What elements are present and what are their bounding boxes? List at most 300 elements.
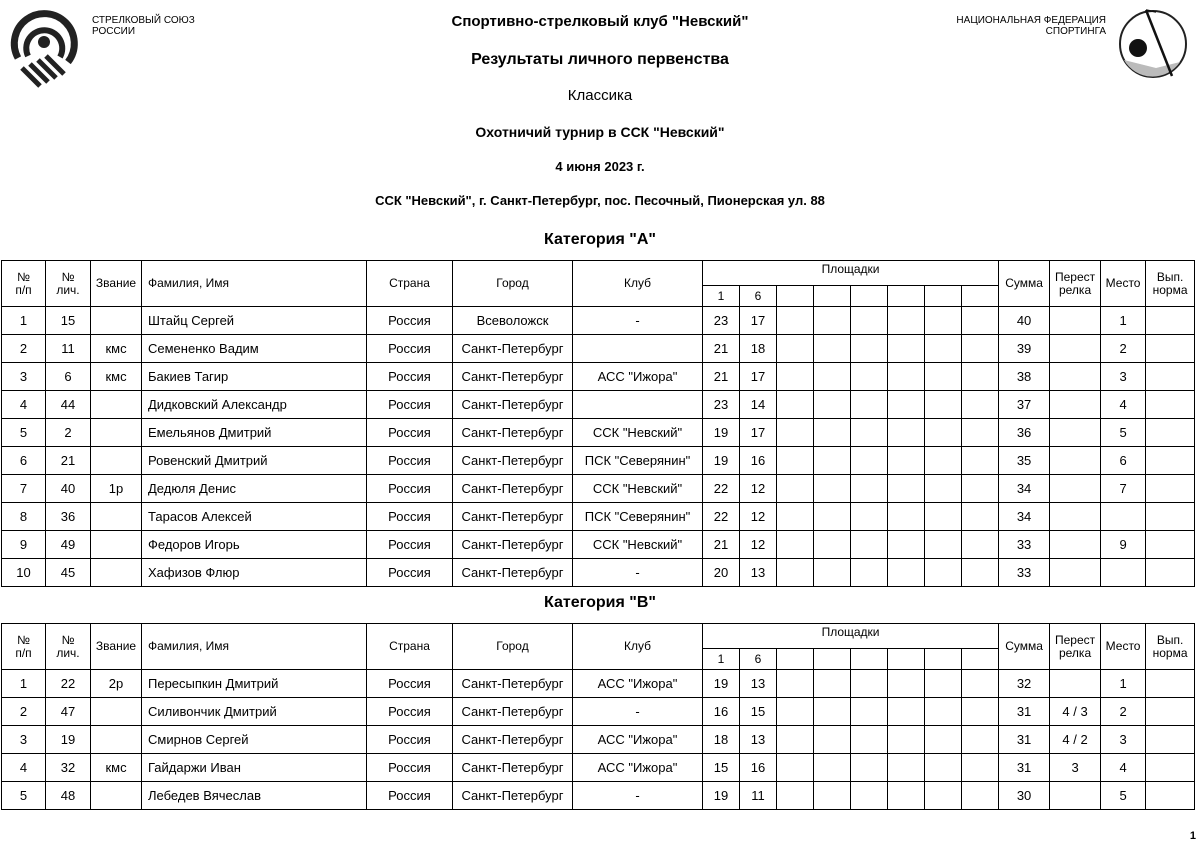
table-row — [2, 335, 1195, 363]
results-body-category-a — [2, 307, 1195, 587]
cell-area-1: 19 — [703, 782, 740, 810]
cell-shootoff: 4 / 2 — [1050, 726, 1101, 754]
cell-area-6: 15 — [740, 698, 777, 726]
cell-bib: 15 — [46, 307, 91, 335]
cell-norm — [1146, 531, 1195, 559]
cell-area-empty — [962, 307, 999, 335]
cell-rank — [91, 447, 142, 475]
cell-area-6: 17 — [740, 363, 777, 391]
cell-city: Санкт-Петербург — [453, 335, 573, 363]
cell-area-empty — [777, 419, 814, 447]
cell-area-empty — [814, 754, 851, 782]
category-a-title: Категория "А" — [544, 231, 656, 248]
cell-country: Россия — [367, 503, 453, 531]
cell-country: Россия — [367, 670, 453, 698]
cell-place: 7 — [1101, 475, 1146, 503]
col-header-area-empty — [925, 649, 962, 670]
col-header-norm: Вып. норма — [1146, 624, 1195, 670]
col-header-area-empty — [777, 286, 814, 307]
cell-area-1: 22 — [703, 475, 740, 503]
cell-area-6: 11 — [740, 782, 777, 810]
event-name: Охотничий турнир в ССК "Невский" — [475, 124, 725, 140]
cell-num: 2 — [2, 335, 46, 363]
cell-bib: 32 — [46, 754, 91, 782]
col-header-sum: Сумма — [999, 624, 1050, 670]
cell-area-empty — [962, 447, 999, 475]
cell-area-6: 12 — [740, 475, 777, 503]
cell-area-empty — [925, 698, 962, 726]
table-row — [2, 670, 1195, 698]
col-header-area-1: 1 — [703, 649, 740, 670]
cell-rank: кмс — [91, 335, 142, 363]
cell-sum: 33 — [999, 531, 1050, 559]
cell-area-empty — [814, 363, 851, 391]
cell-sum: 31 — [999, 698, 1050, 726]
cell-area-empty — [962, 559, 999, 587]
cell-norm — [1146, 782, 1195, 810]
col-header-name: Фамилия, Имя — [142, 624, 367, 670]
cell-sum: 40 — [999, 307, 1050, 335]
cell-city: Санкт-Петербург — [453, 754, 573, 782]
cell-sum: 31 — [999, 726, 1050, 754]
discipline: Классика — [567, 87, 633, 104]
cell-bib: 36 — [46, 503, 91, 531]
cell-area-empty — [888, 475, 925, 503]
cell-area-1: 15 — [703, 754, 740, 782]
cell-name: Силивончик Дмитрий — [142, 698, 367, 726]
col-header-area-empty — [962, 649, 999, 670]
cell-shootoff — [1050, 503, 1101, 531]
cell-area-empty — [888, 531, 925, 559]
cell-club: ССК "Невский" — [573, 419, 703, 447]
cell-num: 1 — [2, 670, 46, 698]
cell-bib: 22 — [46, 670, 91, 698]
cell-shootoff — [1050, 307, 1101, 335]
cell-city: Санкт-Петербург — [453, 726, 573, 754]
cell-name: Штайц Сергей — [142, 307, 367, 335]
cell-area-empty — [962, 391, 999, 419]
cell-area-empty — [777, 531, 814, 559]
col-header-club: Клуб — [573, 261, 703, 307]
cell-area-empty — [925, 726, 962, 754]
cell-area-empty — [888, 726, 925, 754]
cell-num: 10 — [2, 559, 46, 587]
page-number: 1 — [1189, 830, 1196, 842]
cell-num: 4 — [2, 391, 46, 419]
cell-area-empty — [777, 698, 814, 726]
cell-area-empty — [925, 307, 962, 335]
cell-area-empty — [814, 335, 851, 363]
cell-rank — [91, 782, 142, 810]
cell-club — [573, 335, 703, 363]
table-row — [2, 726, 1195, 754]
cell-city: Санкт-Петербург — [453, 698, 573, 726]
cell-area-empty — [962, 503, 999, 531]
cell-area-6: 17 — [740, 307, 777, 335]
col-header-num: № п/п — [2, 261, 46, 307]
cell-rank: 1р — [91, 475, 142, 503]
results-table-category-a — [1, 260, 1195, 587]
cell-num: 1 — [2, 307, 46, 335]
cell-club: - — [573, 307, 703, 335]
col-header-area-empty — [851, 286, 888, 307]
cell-city: Санкт-Петербург — [453, 419, 573, 447]
cell-area-empty — [777, 670, 814, 698]
cell-area-6: 12 — [740, 503, 777, 531]
cell-area-1: 18 — [703, 726, 740, 754]
table-row — [2, 782, 1195, 810]
cell-sum: 39 — [999, 335, 1050, 363]
cell-rank: кмс — [91, 754, 142, 782]
event-venue: ССК "Невский", г. Санкт-Петербург, пос. Песочный, Пионерская ул. 88 — [375, 193, 825, 208]
cell-area-6: 12 — [740, 531, 777, 559]
cell-bib: 11 — [46, 335, 91, 363]
cell-area-empty — [851, 726, 888, 754]
table-row — [2, 475, 1195, 503]
cell-rank: 2р — [91, 670, 142, 698]
cell-num: 3 — [2, 726, 46, 754]
cell-area-empty — [851, 754, 888, 782]
col-header-place: Место — [1101, 624, 1146, 670]
cell-rank — [91, 391, 142, 419]
cell-num: 4 — [2, 754, 46, 782]
cell-shootoff — [1050, 419, 1101, 447]
org-left-line2: РОССИИ — [92, 26, 136, 37]
category-b-title: Категория "В" — [544, 594, 656, 611]
cell-rank — [91, 503, 142, 531]
cell-area-empty — [851, 670, 888, 698]
col-header-num: № п/п — [2, 624, 46, 670]
cell-bib: 21 — [46, 447, 91, 475]
cell-area-empty — [851, 391, 888, 419]
table-row — [2, 531, 1195, 559]
cell-norm — [1146, 419, 1195, 447]
cell-club: АСС "Ижора" — [573, 670, 703, 698]
cell-country: Россия — [367, 307, 453, 335]
col-header-rank: Звание — [91, 624, 142, 670]
table-row — [2, 307, 1195, 335]
cell-city: Санкт-Петербург — [453, 782, 573, 810]
col-header-area-empty — [851, 649, 888, 670]
cell-place: 9 — [1101, 531, 1146, 559]
col-header-city: Город — [453, 624, 573, 670]
cell-rank: кмс — [91, 363, 142, 391]
col-header-shootoff: Перест релка — [1050, 261, 1101, 307]
cell-area-empty — [888, 503, 925, 531]
cell-norm — [1146, 670, 1195, 698]
cell-area-empty — [851, 503, 888, 531]
cell-sum: 38 — [999, 363, 1050, 391]
table-row — [2, 559, 1195, 587]
col-header-city: Город — [453, 261, 573, 307]
cell-country: Россия — [367, 335, 453, 363]
cell-shootoff — [1050, 447, 1101, 475]
cell-area-1: 19 — [703, 419, 740, 447]
cell-rank — [91, 419, 142, 447]
cell-area-empty — [925, 782, 962, 810]
cell-area-empty — [851, 307, 888, 335]
results-body-category-b — [2, 670, 1195, 810]
table-row — [2, 698, 1195, 726]
cell-area-empty — [851, 782, 888, 810]
cell-place: 1 — [1101, 670, 1146, 698]
cell-name: Федоров Игорь — [142, 531, 367, 559]
table-row — [2, 447, 1195, 475]
cell-area-empty — [814, 391, 851, 419]
cell-norm — [1146, 307, 1195, 335]
cell-area-empty — [851, 531, 888, 559]
cell-num: 8 — [2, 503, 46, 531]
cell-num: 2 — [2, 698, 46, 726]
col-header-bib: № лич. — [46, 261, 91, 307]
cell-area-empty — [777, 726, 814, 754]
col-header-rank: Звание — [91, 261, 142, 307]
cell-rank — [91, 559, 142, 587]
cell-shootoff: 3 — [1050, 754, 1101, 782]
cell-area-empty — [925, 754, 962, 782]
cell-area-empty — [925, 475, 962, 503]
cell-club: ПСК "Северянин" — [573, 503, 703, 531]
cell-sum: 34 — [999, 475, 1050, 503]
cell-place: 4 — [1101, 754, 1146, 782]
cell-shootoff: 4 / 3 — [1050, 698, 1101, 726]
event-date: 4 июня 2023 г. — [555, 159, 645, 174]
cell-club: АСС "Ижора" — [573, 726, 703, 754]
cell-area-empty — [888, 307, 925, 335]
cell-rank — [91, 531, 142, 559]
cell-shootoff — [1050, 475, 1101, 503]
cell-norm — [1146, 475, 1195, 503]
cell-area-empty — [814, 782, 851, 810]
cell-num: 5 — [2, 419, 46, 447]
col-header-area-empty — [777, 649, 814, 670]
cell-area-6: 16 — [740, 447, 777, 475]
cell-num: 9 — [2, 531, 46, 559]
cell-area-empty — [962, 698, 999, 726]
cell-area-6: 14 — [740, 391, 777, 419]
cell-area-1: 23 — [703, 307, 740, 335]
cell-area-empty — [851, 559, 888, 587]
cell-country: Россия — [367, 559, 453, 587]
cell-name: Бакиев Тагир — [142, 363, 367, 391]
cell-area-empty — [888, 698, 925, 726]
cell-place: 4 — [1101, 391, 1146, 419]
cell-area-empty — [925, 531, 962, 559]
cell-name: Дедюля Денис — [142, 475, 367, 503]
cell-shootoff — [1050, 670, 1101, 698]
cell-shootoff — [1050, 335, 1101, 363]
cell-name: Гайдаржи Иван — [142, 754, 367, 782]
cell-area-1: 19 — [703, 447, 740, 475]
cell-place: 5 — [1101, 782, 1146, 810]
cell-club: ССК "Невский" — [573, 531, 703, 559]
cell-area-1: 21 — [703, 363, 740, 391]
org-right-line2: СПОРТИНГА — [1045, 26, 1106, 37]
cell-area-empty — [925, 363, 962, 391]
cell-rank — [91, 698, 142, 726]
cell-place — [1101, 559, 1146, 587]
org-left-line1: СТРЕЛКОВЫЙ СОЮЗ — [92, 15, 195, 26]
cell-area-empty — [814, 307, 851, 335]
cell-shootoff — [1050, 391, 1101, 419]
cell-club: - — [573, 559, 703, 587]
col-header-area-empty — [925, 286, 962, 307]
cell-club: АСС "Ижора" — [573, 754, 703, 782]
cell-place: 1 — [1101, 307, 1146, 335]
cell-norm — [1146, 726, 1195, 754]
cell-area-1: 16 — [703, 698, 740, 726]
org-right-line1: НАЦИОНАЛЬНАЯ ФЕДЕРАЦИЯ — [956, 15, 1106, 26]
cell-country: Россия — [367, 363, 453, 391]
cell-area-empty — [962, 726, 999, 754]
cell-bib: 44 — [46, 391, 91, 419]
cell-area-1: 23 — [703, 391, 740, 419]
cell-sum: 32 — [999, 670, 1050, 698]
cell-name: Семененко Вадим — [142, 335, 367, 363]
cell-bib: 6 — [46, 363, 91, 391]
cell-sum: 37 — [999, 391, 1050, 419]
cell-city: Всеволожск — [453, 307, 573, 335]
cell-place: 5 — [1101, 419, 1146, 447]
cell-rank — [91, 307, 142, 335]
col-header-place: Место — [1101, 261, 1146, 307]
cell-sum: 33 — [999, 559, 1050, 587]
cell-area-empty — [888, 363, 925, 391]
cell-area-empty — [814, 559, 851, 587]
club-name: Спортивно-стрелковый клуб "Невский" — [451, 13, 749, 30]
col-header-area-empty — [814, 286, 851, 307]
cell-area-1: 22 — [703, 503, 740, 531]
cell-bib: 45 — [46, 559, 91, 587]
cell-num: 6 — [2, 447, 46, 475]
cell-norm — [1146, 391, 1195, 419]
cell-area-empty — [777, 503, 814, 531]
cell-area-6: 16 — [740, 754, 777, 782]
col-header-area-6: 6 — [740, 649, 777, 670]
col-header-shootoff: Перест релка — [1050, 624, 1101, 670]
cell-country: Россия — [367, 698, 453, 726]
cell-area-empty — [962, 475, 999, 503]
cell-area-empty — [962, 363, 999, 391]
cell-country: Россия — [367, 726, 453, 754]
col-header-country: Страна — [367, 261, 453, 307]
cell-bib: 49 — [46, 531, 91, 559]
cell-name: Ровенский Дмитрий — [142, 447, 367, 475]
cell-area-6: 13 — [740, 559, 777, 587]
col-header-area-empty — [888, 286, 925, 307]
cell-bib: 47 — [46, 698, 91, 726]
cell-area-empty — [925, 503, 962, 531]
cell-area-empty — [851, 447, 888, 475]
cell-area-empty — [777, 335, 814, 363]
cell-area-1: 21 — [703, 531, 740, 559]
cell-country: Россия — [367, 754, 453, 782]
cell-area-empty — [888, 670, 925, 698]
cell-sum: 31 — [999, 754, 1050, 782]
cell-area-1: 21 — [703, 335, 740, 363]
cell-area-empty — [814, 419, 851, 447]
cell-shootoff — [1050, 531, 1101, 559]
cell-club — [573, 391, 703, 419]
cell-norm — [1146, 447, 1195, 475]
cell-area-empty — [814, 503, 851, 531]
cell-area-empty — [777, 754, 814, 782]
cell-num: 7 — [2, 475, 46, 503]
cell-city: Санкт-Петербург — [453, 391, 573, 419]
cell-sum: 34 — [999, 503, 1050, 531]
cell-area-empty — [925, 391, 962, 419]
cell-club: - — [573, 782, 703, 810]
cell-country: Россия — [367, 419, 453, 447]
cell-place: 6 — [1101, 447, 1146, 475]
col-header-area-1: 1 — [703, 286, 740, 307]
cell-bib: 40 — [46, 475, 91, 503]
cell-country: Россия — [367, 447, 453, 475]
cell-shootoff — [1050, 782, 1101, 810]
col-header-area-6: 6 — [740, 286, 777, 307]
cell-city: Санкт-Петербург — [453, 670, 573, 698]
cell-area-empty — [814, 531, 851, 559]
cell-area-empty — [777, 475, 814, 503]
col-header-area-empty — [888, 649, 925, 670]
cell-area-empty — [814, 670, 851, 698]
cell-bib: 19 — [46, 726, 91, 754]
cell-area-empty — [888, 782, 925, 810]
cell-name: Пересыпкин Дмитрий — [142, 670, 367, 698]
cell-country: Россия — [367, 531, 453, 559]
cell-norm — [1146, 698, 1195, 726]
cell-area-empty — [777, 363, 814, 391]
table-row — [2, 363, 1195, 391]
cell-area-empty — [925, 447, 962, 475]
cell-name: Лебедев Вячеслав — [142, 782, 367, 810]
cell-area-empty — [925, 559, 962, 587]
col-header-name: Фамилия, Имя — [142, 261, 367, 307]
cell-city: Санкт-Петербург — [453, 531, 573, 559]
cell-name: Хафизов Флюр — [142, 559, 367, 587]
col-header-areas: Площадки — [703, 261, 999, 286]
cell-city: Санкт-Петербург — [453, 559, 573, 587]
cell-area-empty — [814, 726, 851, 754]
cell-sum: 30 — [999, 782, 1050, 810]
cell-bib: 2 — [46, 419, 91, 447]
cell-area-empty — [962, 531, 999, 559]
table-row — [2, 754, 1195, 782]
cell-city: Санкт-Петербург — [453, 363, 573, 391]
cell-city: Санкт-Петербург — [453, 475, 573, 503]
col-header-area-empty — [814, 649, 851, 670]
cell-place: 2 — [1101, 335, 1146, 363]
cell-area-6: 13 — [740, 726, 777, 754]
col-header-area-empty — [962, 286, 999, 307]
cell-area-6: 13 — [740, 670, 777, 698]
cell-place: 3 — [1101, 726, 1146, 754]
cell-rank — [91, 726, 142, 754]
table-row — [2, 391, 1195, 419]
cell-norm — [1146, 363, 1195, 391]
cell-area-empty — [962, 335, 999, 363]
cell-city: Санкт-Петербург — [453, 503, 573, 531]
cell-area-empty — [851, 419, 888, 447]
col-header-country: Страна — [367, 624, 453, 670]
table-row — [2, 503, 1195, 531]
cell-area-6: 18 — [740, 335, 777, 363]
cell-area-empty — [962, 670, 999, 698]
cell-area-empty — [851, 363, 888, 391]
cell-area-empty — [814, 475, 851, 503]
cell-area-empty — [962, 419, 999, 447]
cell-country: Россия — [367, 391, 453, 419]
